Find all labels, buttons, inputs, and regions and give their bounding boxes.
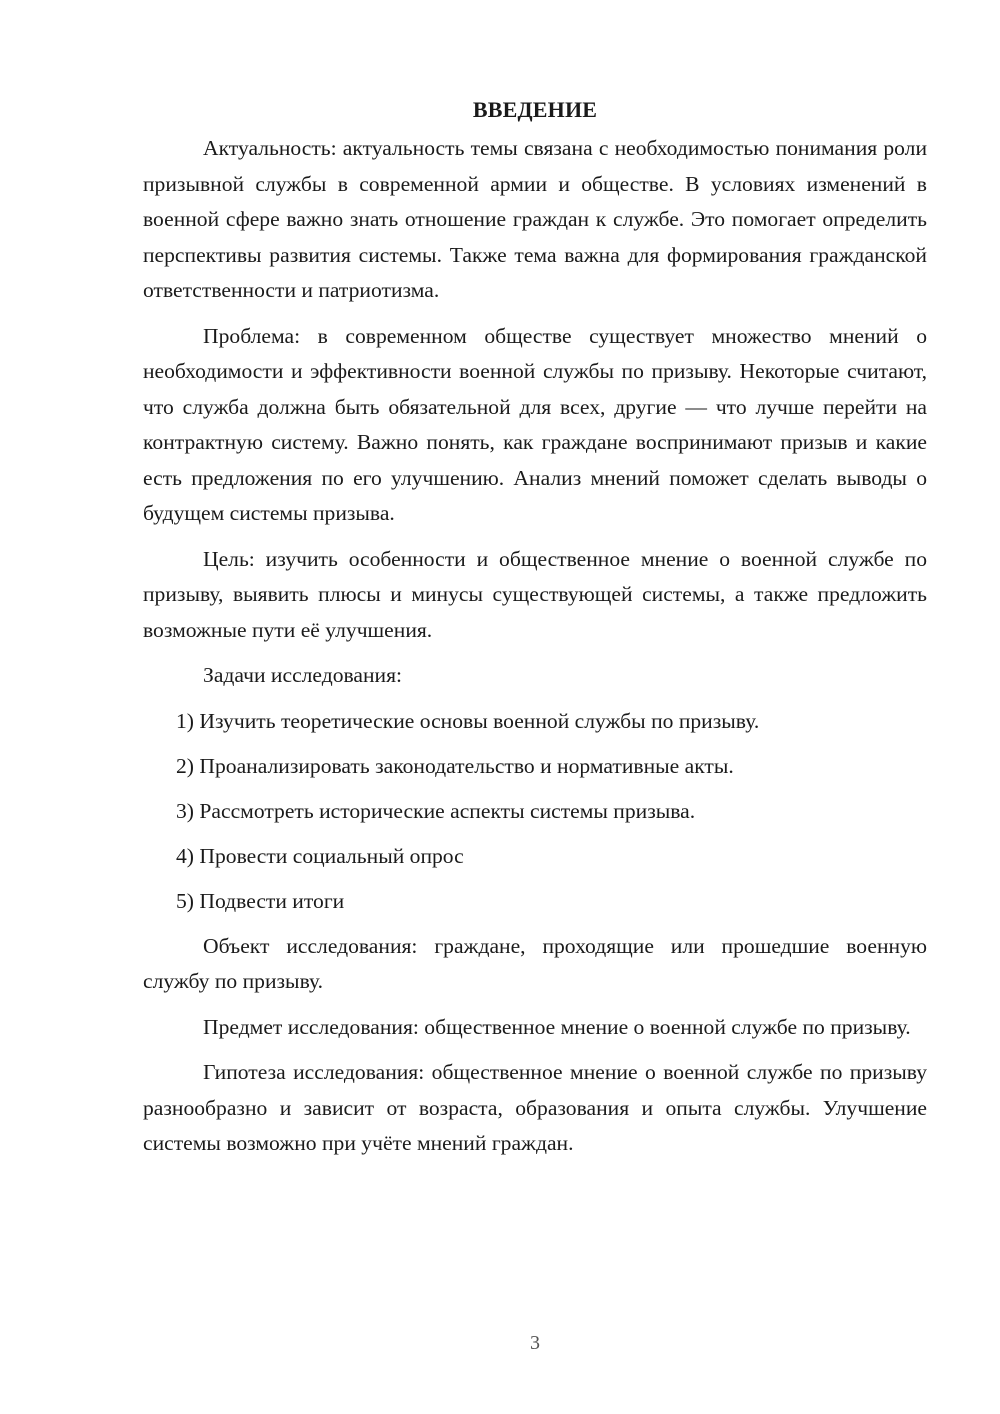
- task-item: 2) Проанализировать законодательство и нормативные акты.: [176, 753, 734, 778]
- paragraph-subject: Предмет исследования: общественное мнение о военной службе по призыву.: [203, 1014, 911, 1039]
- tasks-list: [143, 704, 927, 920]
- task-item: 1) Изучить теоретические основы военной службы по призыву.: [176, 708, 760, 733]
- paragraph-relevance: Актуальность: актуальность темы связана с необходимостью понимания роли призывной службы в современной армии и обществе. В условиях изменений в военной сфере важно знать отношение граждан к службе. Это помогает определить перспективы развития системы. Также тема важна для формирования гражданской ответственности и патриотизма.: [143, 136, 927, 302]
- section-title: ВВЕДЕНИЕ: [472, 97, 598, 122]
- page-number: 3: [530, 1332, 540, 1354]
- document-page: [143, 92, 927, 1172]
- task-item: 3) Рассмотреть исторические аспекты системы призыва.: [176, 798, 696, 823]
- paragraph-goal: Цель: изучить особенности и общественное мнение о военной службе по призыву, выявить плюсы и минусы существующей системы, а также предложить возможные пути её улучшения.: [143, 546, 927, 642]
- tasks-heading: Задачи исследования:: [203, 663, 403, 687]
- task-item: 5) Подвести итоги: [176, 888, 345, 913]
- paragraph-object: Объект исследования: граждане, проходящие или прошедшие военную службу по призыву.: [143, 933, 927, 993]
- paragraph-hypothesis: Гипотеза исследования: общественное мнение о военной службе по призыву разнообразно и зависит от возраста, образования и опыта службы. Улучшение системы возможно при учёте мнений граждан.: [143, 1060, 927, 1155]
- task-item: 4) Провести социальный опрос: [176, 843, 464, 868]
- paragraph-problem: Проблема: в современном обществе существует множество мнений о необходимости и эффективности военной службы по призыву. Некоторые считают, что служба должна быть обязательной для всех, другие — что лучше перейти на контрактную систему. Важно понять, как граждане воспринимают призыв и какие есть предложения по его улучшению. Анализ мнений поможет сделать выводы о будущем системы призыва.: [143, 323, 927, 525]
